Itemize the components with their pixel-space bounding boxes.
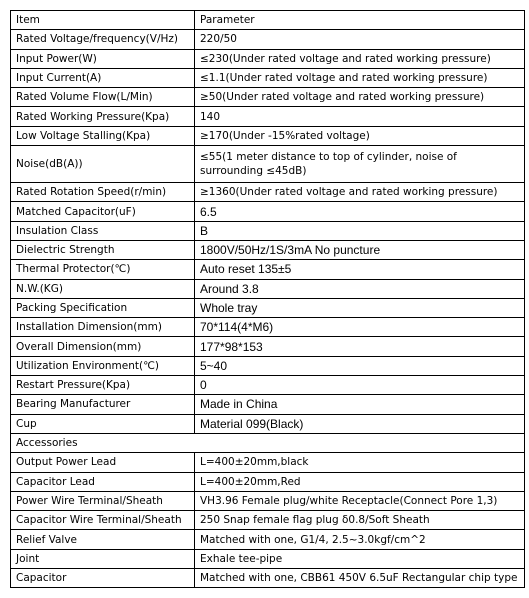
table-row bbox=[11, 88, 525, 107]
row-label: Noise(dB(A)) bbox=[11, 146, 195, 183]
row-label: Overall Dimension(mm) bbox=[11, 337, 195, 356]
row-label: Rated Working Pressure(Kpa) bbox=[11, 107, 195, 126]
table-row bbox=[11, 221, 525, 240]
table-row bbox=[11, 30, 525, 49]
table-row bbox=[11, 240, 525, 259]
table-row bbox=[11, 68, 525, 87]
row-value: 220/50 bbox=[195, 30, 525, 49]
row-label: Capacitor Wire Terminal/Sheath bbox=[11, 511, 195, 530]
row-value: Exhale tee-pipe bbox=[195, 549, 525, 568]
row-label: Packing Specification bbox=[11, 298, 195, 317]
row-label: Rated Volume Flow(L/Min) bbox=[11, 88, 195, 107]
table-row bbox=[11, 433, 525, 452]
row-value: Auto reset 135±5 bbox=[195, 260, 525, 279]
row-value: Matched with one, CBB61 450V 6.5uF Rectangular chip type bbox=[195, 569, 525, 588]
row-label: Cup bbox=[11, 414, 195, 433]
row-label: Insulation Class bbox=[11, 221, 195, 240]
table-row bbox=[11, 11, 525, 30]
table-row bbox=[11, 356, 525, 375]
accessories-heading: Accessories bbox=[11, 433, 525, 452]
row-value: ≤230(Under rated voltage and rated working pressure) bbox=[195, 49, 525, 68]
row-label: Relief Valve bbox=[11, 530, 195, 549]
row-label: Input Current(A) bbox=[11, 68, 195, 87]
table-row bbox=[11, 491, 525, 510]
row-label: Restart Pressure(Kpa) bbox=[11, 376, 195, 395]
table-row bbox=[11, 146, 525, 183]
row-value: 5~40 bbox=[195, 356, 525, 375]
row-label: Rated Voltage/frequency(V/Hz) bbox=[11, 30, 195, 49]
table-row bbox=[11, 202, 525, 221]
spec-table bbox=[10, 10, 525, 588]
table-row bbox=[11, 126, 525, 145]
row-label: Joint bbox=[11, 549, 195, 568]
row-label: Dielectric Strength bbox=[11, 240, 195, 259]
table-row bbox=[11, 376, 525, 395]
row-label: Capacitor bbox=[11, 569, 195, 588]
header-item: Item bbox=[11, 11, 195, 30]
row-value: 0 bbox=[195, 376, 525, 395]
row-value: ≥1360(Under rated voltage and rated working pressure) bbox=[195, 183, 525, 202]
table-row bbox=[11, 318, 525, 337]
row-value: L=400±20mm,black bbox=[195, 453, 525, 472]
row-label: Capacitor Lead bbox=[11, 472, 195, 491]
row-value: 250 Snap female flag plug δ0.8/Soft Sheath bbox=[195, 511, 525, 530]
row-value: 140 bbox=[195, 107, 525, 126]
row-value: ≤1.1(Under rated voltage and rated working pressure) bbox=[195, 68, 525, 87]
row-value: Around 3.8 bbox=[195, 279, 525, 298]
table-row bbox=[11, 395, 525, 414]
row-label: Thermal Protector(℃) bbox=[11, 260, 195, 279]
row-label: Input Power(W) bbox=[11, 49, 195, 68]
row-label: Installation Dimension(mm) bbox=[11, 318, 195, 337]
row-label: Utilization Environment(℃) bbox=[11, 356, 195, 375]
row-value: ≤55(1 meter distance to top of cylinder, noise of surrounding ≤45dB) bbox=[195, 146, 525, 183]
row-label: Output Power Lead bbox=[11, 453, 195, 472]
table-row bbox=[11, 337, 525, 356]
table-row bbox=[11, 49, 525, 68]
row-value: 177*98*153 bbox=[195, 337, 525, 356]
row-value: Material 099(Black) bbox=[195, 414, 525, 433]
row-value: VH3.96 Female plug/white Receptacle(Connect Pore 1,3) bbox=[195, 491, 525, 510]
table-row bbox=[11, 107, 525, 126]
table-row bbox=[11, 414, 525, 433]
table-row bbox=[11, 183, 525, 202]
row-label: N.W.(KG) bbox=[11, 279, 195, 298]
table-row bbox=[11, 279, 525, 298]
row-value: 70*114(4*M6) bbox=[195, 318, 525, 337]
header-parameter: Parameter bbox=[195, 11, 525, 30]
row-label: Bearing Manufacturer bbox=[11, 395, 195, 414]
row-label: Low Voltage Stalling(Kpa) bbox=[11, 126, 195, 145]
row-value: ≥50(Under rated voltage and rated working pressure) bbox=[195, 88, 525, 107]
table-row bbox=[11, 298, 525, 317]
table-row bbox=[11, 472, 525, 491]
table-row bbox=[11, 511, 525, 530]
table-row bbox=[11, 549, 525, 568]
row-value: 6.5 bbox=[195, 202, 525, 221]
table-row bbox=[11, 530, 525, 549]
row-value: L=400±20mm,Red bbox=[195, 472, 525, 491]
row-value: Made in China bbox=[195, 395, 525, 414]
row-value: Matched with one, G1/4, 2.5~3.0kgf/cm^2 bbox=[195, 530, 525, 549]
row-label: Matched Capacitor(uF) bbox=[11, 202, 195, 221]
row-value: Whole tray bbox=[195, 298, 525, 317]
row-label: Rated Rotation Speed(r/min) bbox=[11, 183, 195, 202]
row-value: ≥170(Under -15%rated voltage) bbox=[195, 126, 525, 145]
table-row bbox=[11, 453, 525, 472]
row-value: B bbox=[195, 221, 525, 240]
row-value: 1800V/50Hz/1S/3mA No puncture bbox=[195, 240, 525, 259]
table-row bbox=[11, 260, 525, 279]
row-label: Power Wire Terminal/Sheath bbox=[11, 491, 195, 510]
table-row bbox=[11, 569, 525, 588]
